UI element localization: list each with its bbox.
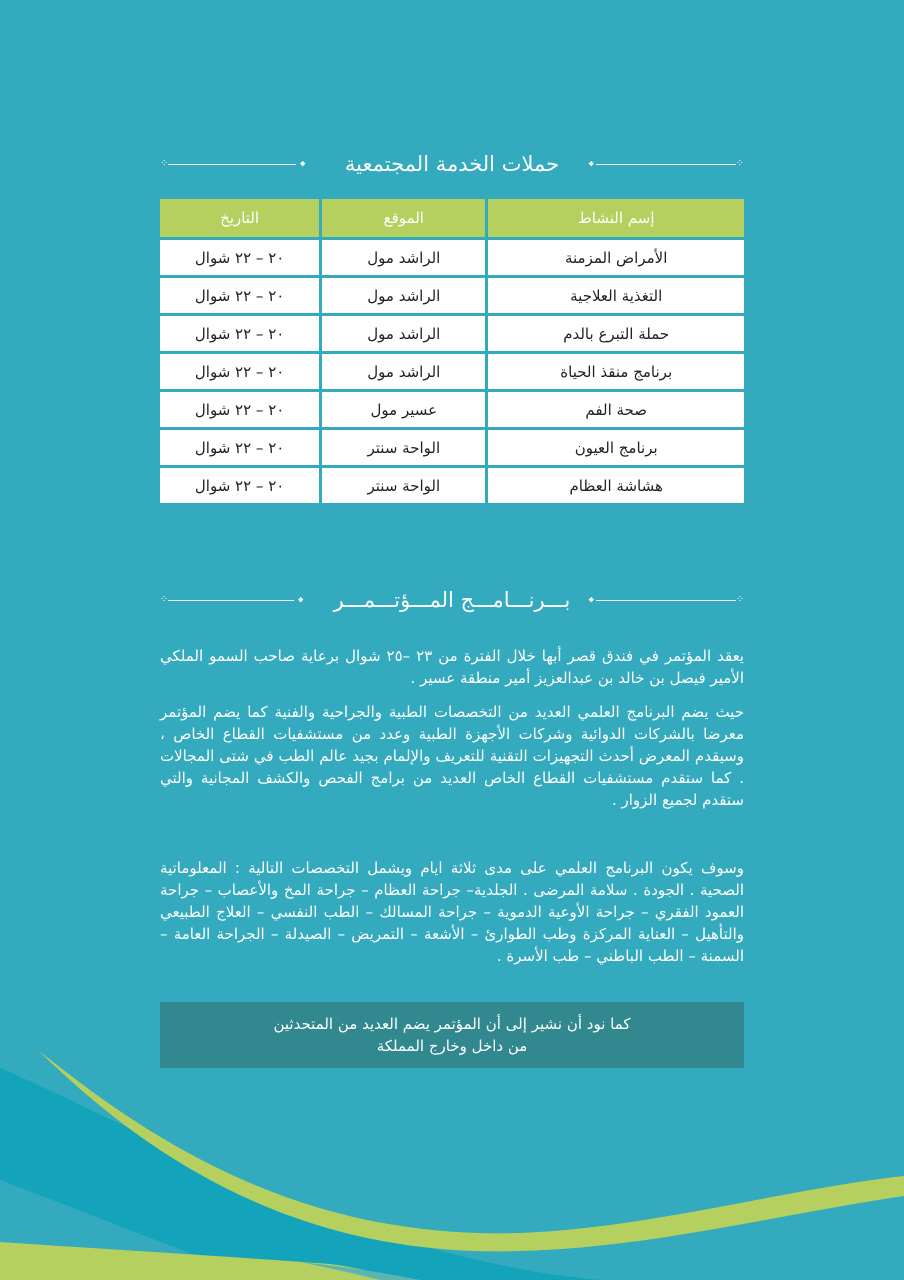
cell-date: ٢٠ – ٢٢ شوال xyxy=(160,354,319,389)
cell-activity: برنامج منقذ الحياة xyxy=(488,354,744,389)
column-header-activity: إسم النشاط xyxy=(488,199,744,237)
ornament-flourish-icon: ⁘ xyxy=(735,158,744,169)
note-line-1: كما نود أن نشير إلى أن المؤتمر يضم العديد من المتحدثين xyxy=(273,1015,631,1033)
ornament-flourish-icon: ⁘ xyxy=(160,158,169,169)
cell-activity: حملة التبرع بالدم xyxy=(488,316,744,351)
table-row xyxy=(160,430,744,465)
ornament-line xyxy=(596,600,736,601)
cell-date: ٢٠ – ٢٢ شوال xyxy=(160,430,319,465)
table-row xyxy=(160,240,744,275)
ornament-line xyxy=(596,164,736,165)
ornament-diamond-icon: ◆ xyxy=(300,159,306,168)
program-section-title: بـــرنـــامـــج المـــؤتـــمـــر xyxy=(333,588,571,612)
table-row xyxy=(160,278,744,313)
cell-activity: برنامج العيون xyxy=(488,430,744,465)
table-row xyxy=(160,468,744,503)
cell-activity: هشاشة العظام xyxy=(488,468,744,503)
cell-location: الواحة سنتر xyxy=(322,430,485,465)
program-paragraph-exhibition: حيث يضم البرنامج العلمي العديد من التخصصات الطبية والجراحية والفنية كما يضم المؤتمر معرضا بالشركات الدوائية وشركات الأجهزة الطبية وعدد من مستشفيات القطاع الخاص ، وسيقدم المعرض أحدث التجهيزات التقنية للتعريف والإلمام بجيد عالم الطب في شتى المجالات . كما ستقدم مستشفيات القطاع الخاص العديد من برامج الفحص والكشف المجانية والتي ستقدم لجميع الزوار . xyxy=(160,703,744,809)
ornament-line xyxy=(168,600,294,601)
note-line-2: من داخل وخارج المملكة xyxy=(376,1037,528,1055)
cell-location: عسير مول xyxy=(322,392,485,427)
campaigns-section-heading xyxy=(160,149,744,179)
campaigns-section-title: حملات الخدمة المجتمعية xyxy=(344,152,560,176)
cell-date: ٢٠ – ٢٢ شوال xyxy=(160,392,319,427)
cell-activity: التغذية العلاجية xyxy=(488,278,744,313)
program-section-heading xyxy=(160,585,744,615)
table-header-row xyxy=(160,199,744,237)
ornament-diamond-icon: ◆ xyxy=(588,595,594,604)
campaigns-table xyxy=(157,196,747,506)
cell-location: الواحة سنتر xyxy=(322,468,485,503)
table-row xyxy=(160,316,744,351)
ornament-flourish-icon: ⁘ xyxy=(160,594,169,605)
cell-activity: الأمراض المزمنة xyxy=(488,240,744,275)
cell-date: ٢٠ – ٢٢ شوال xyxy=(160,468,319,503)
table-row xyxy=(160,354,744,389)
cell-location: الراشد مول xyxy=(322,240,485,275)
program-paragraph-specialties: وسوف يكون البرنامج العلمي على مدى ثلاثة ايام ويشمل التخصصات التالية : المعلوماتية الصحية . الجودة . سلامة المرضى . الجلدية– جراحة العظام – جراحة المخ والأعصاب – جراحة العمود الفقري – جراحة الأوعية الدموية – جراحة المسالك – الطب النفسي – العلاج الطبيعي والتأهيل – العناية المركزة وطب الطوارئ – الأشعة – التمريض – الصيدلة – الجراحة العامة – السمنة – الطب الباطني – طب الأسرة . xyxy=(160,859,744,965)
program-paragraph-venue: يعقد المؤتمر في فندق قصر أبها خلال الفترة من ٢٣ –٢٥ شوال برعاية صاحب السمو الملكي الأمير فيصل بن خالد بن عبدالعزيز أمير منطقة عسير . xyxy=(160,647,744,687)
speakers-note-box xyxy=(160,1002,744,1068)
ornament-diamond-icon: ◆ xyxy=(298,595,304,604)
cell-date: ٢٠ – ٢٢ شوال xyxy=(160,278,319,313)
cell-date: ٢٠ – ٢٢ شوال xyxy=(160,316,319,351)
ornament-line xyxy=(168,164,296,165)
cell-location: الراشد مول xyxy=(322,316,485,351)
column-header-location: الموقع xyxy=(322,199,485,237)
column-header-date: التاريخ xyxy=(160,199,319,237)
ornament-diamond-icon: ◆ xyxy=(588,159,594,168)
cell-location: الراشد مول xyxy=(322,354,485,389)
cell-location: الراشد مول xyxy=(322,278,485,313)
cell-activity: صحة الفم xyxy=(488,392,744,427)
ornament-flourish-icon: ⁘ xyxy=(735,594,744,605)
cell-date: ٢٠ – ٢٢ شوال xyxy=(160,240,319,275)
table-row xyxy=(160,392,744,427)
